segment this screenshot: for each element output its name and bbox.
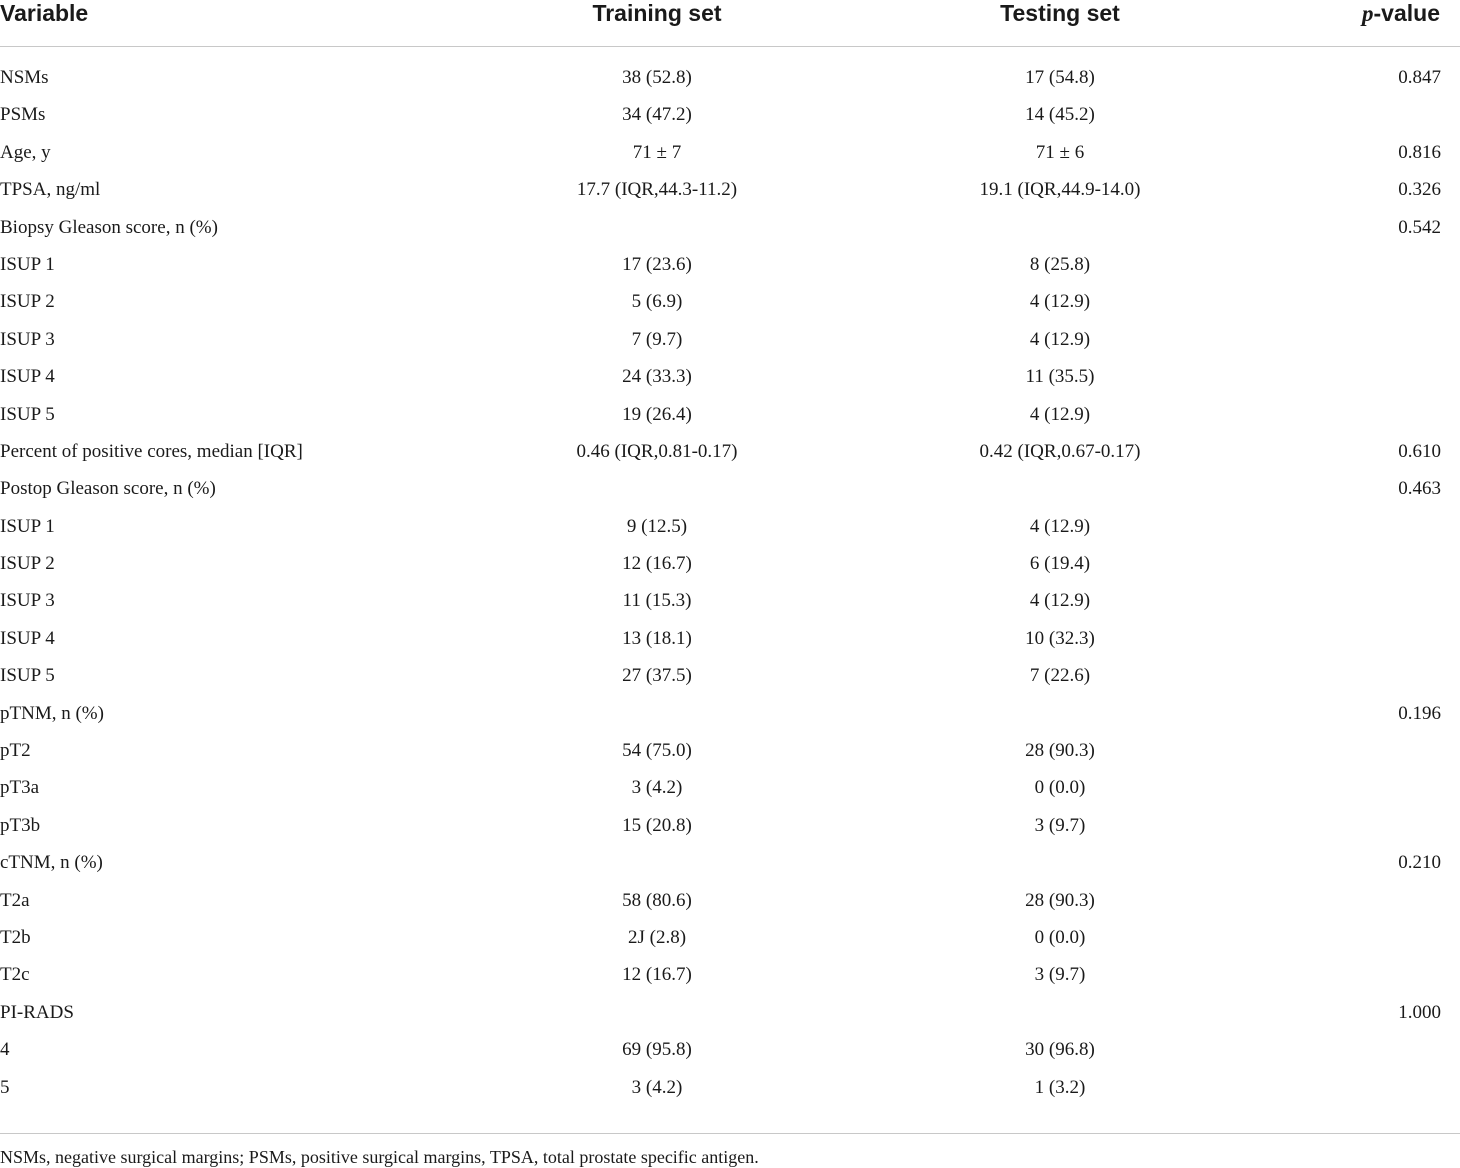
cell-testing: 4 (12.9) [1029, 590, 1091, 612]
cell-variable: 5 [0, 1076, 10, 1098]
cell-training: 34 (47.2) [622, 104, 692, 126]
table-row [0, 1070, 1460, 1107]
header-p-suffix: -value [1373, 0, 1440, 26]
cell-testing: 3 (9.7) [1034, 964, 1086, 986]
cell-variable: 4 [0, 1039, 10, 1061]
cell-testing: 14 (45.2) [1025, 104, 1095, 126]
cell-training: 3 (4.2) [631, 777, 683, 799]
cell-variable: ISUP 3 [0, 328, 55, 350]
cell-testing: 4 (12.9) [1029, 291, 1091, 313]
table-row [0, 995, 1460, 1032]
cell-variable: ISUP 1 [0, 253, 55, 275]
cell-testing: 0.42 (IQR,0.67-0.17) [979, 440, 1141, 462]
cell-variable: Percent of positive cores, median [IQR] [0, 440, 303, 462]
cell-testing: 71 ± 6 [1035, 141, 1085, 163]
table-row [0, 210, 1460, 247]
cell-training: 9 (12.5) [626, 515, 688, 537]
cell-testing: 7 (22.6) [1029, 665, 1091, 687]
cell-training: 13 (18.1) [622, 627, 692, 649]
table-row [0, 284, 1460, 321]
cell-variable: PSMs [0, 104, 46, 126]
cell-training: 38 (52.8) [622, 67, 692, 88]
table-row [0, 97, 1460, 134]
cell-variable: pT3a [0, 777, 40, 799]
header-variable: Variable [0, 0, 89, 26]
cell-variable: ISUP 4 [0, 627, 55, 649]
cell-variable: NSMs [0, 67, 49, 88]
table-row [0, 471, 1460, 508]
table-row [0, 247, 1460, 284]
table-row [0, 322, 1460, 359]
table-body [0, 60, 1460, 1107]
cell-variable: Biopsy Gleason score, n (%) [0, 216, 218, 238]
cell-variable: ISUP 5 [0, 403, 55, 425]
table-row [0, 696, 1460, 733]
table-row [0, 172, 1460, 209]
cell-variable: PI-RADS [0, 1001, 74, 1023]
cell-training: 12 (16.7) [622, 553, 692, 575]
cell-variable: ISUP 4 [0, 366, 55, 388]
table-row [0, 808, 1460, 845]
cell-p-value: 0.326 [1398, 179, 1441, 201]
cell-training: 0.46 (IQR,0.81-0.17) [576, 440, 738, 462]
cell-variable: pTNM, n (%) [0, 702, 104, 724]
table-row [0, 397, 1460, 434]
cell-testing: 3 (9.7) [1034, 814, 1086, 836]
cell-training: 12 (16.7) [622, 964, 692, 986]
cell-training: 17 (23.6) [622, 253, 692, 275]
cell-training: 7 (9.7) [631, 328, 683, 350]
cell-training: 24 (33.3) [622, 366, 692, 388]
cell-testing: 6 (19.4) [1029, 553, 1091, 575]
cell-p-value: 0.816 [1398, 141, 1441, 163]
table-row [0, 509, 1460, 546]
cell-variable: TPSA, ng/ml [0, 179, 101, 201]
header-p-italic: p [1362, 1, 1374, 26]
cell-training: 3 (4.2) [631, 1076, 683, 1098]
cell-variable: ISUP 5 [0, 665, 55, 687]
cell-testing: 4 (12.9) [1029, 403, 1091, 425]
cell-variable: T2b [0, 926, 31, 948]
cell-testing: 28 (90.3) [1025, 740, 1095, 762]
table-row [0, 845, 1460, 882]
table-row [0, 60, 1460, 97]
cell-p-value: 0.610 [1398, 440, 1441, 462]
cell-training: 54 (75.0) [622, 740, 692, 762]
table-row [0, 883, 1460, 920]
cell-testing: 0 (0.0) [1034, 926, 1086, 948]
cell-variable: ISUP 1 [0, 515, 55, 537]
cell-testing: 11 (35.5) [1025, 366, 1095, 388]
header-testing-set: Testing set [1000, 0, 1120, 26]
table-row [0, 770, 1460, 807]
cell-training: 5 (6.9) [631, 291, 683, 313]
table-row [0, 957, 1460, 994]
table-row [0, 434, 1460, 471]
table-row [0, 546, 1460, 583]
cell-testing: 0 (0.0) [1034, 777, 1086, 799]
cell-variable: ISUP 2 [0, 553, 55, 575]
cell-p-value: 1.000 [1398, 1001, 1441, 1023]
cell-testing: 1 (3.2) [1034, 1076, 1086, 1098]
cell-training: 27 (37.5) [622, 665, 692, 687]
cell-testing: 4 (12.9) [1029, 328, 1091, 350]
cell-training: 69 (95.8) [622, 1039, 692, 1061]
header-training-set: Training set [592, 0, 722, 26]
table-row [0, 920, 1460, 957]
cell-p-value: 0.847 [1398, 67, 1441, 88]
cell-training: 15 (20.8) [622, 814, 692, 836]
cell-testing: 28 (90.3) [1025, 889, 1095, 911]
cell-training: 17.7 (IQR,44.3-11.2) [576, 179, 738, 201]
cell-testing: 10 (32.3) [1025, 627, 1095, 649]
cell-variable: Age, y [0, 141, 51, 163]
table-row [0, 359, 1460, 396]
cell-variable: pT3b [0, 814, 41, 836]
table-row [0, 1032, 1460, 1069]
cell-variable: T2c [0, 964, 30, 986]
cell-p-value: 0.542 [1398, 216, 1441, 238]
table-footer [0, 1133, 1460, 1168]
cell-p-value: 0.210 [1398, 852, 1441, 874]
cell-variable: Postop Gleason score, n (%) [0, 478, 216, 500]
cell-testing: 19.1 (IQR,44.9-14.0) [979, 179, 1141, 201]
table-header [0, 0, 1460, 47]
table-footnote: NSMs, negative surgical margins; PSMs, positive surgical margins, TPSA, total prostate specific antigen. [0, 1147, 759, 1167]
table-row [0, 733, 1460, 770]
cell-training: 58 (80.6) [622, 889, 692, 911]
table-row [0, 135, 1460, 172]
cell-variable: ISUP 2 [0, 291, 55, 313]
header-p-value [1362, 0, 1440, 26]
cell-testing: 17 (54.8) [1025, 67, 1095, 88]
cell-training: 2J (2.8) [627, 926, 687, 948]
cell-training: 19 (26.4) [622, 403, 692, 425]
table-row [0, 658, 1460, 695]
cell-testing: 30 (96.8) [1025, 1039, 1095, 1061]
table-row [0, 621, 1460, 658]
cell-p-value: 0.463 [1398, 478, 1441, 500]
cell-p-value: 0.196 [1398, 702, 1441, 724]
table-row [0, 583, 1460, 620]
cell-testing: 8 (25.8) [1029, 253, 1091, 275]
cell-testing: 4 (12.9) [1029, 515, 1091, 537]
cell-training: 71 ± 7 [632, 141, 682, 163]
cell-variable: cTNM, n (%) [0, 852, 103, 874]
cell-training: 11 (15.3) [622, 590, 692, 612]
cell-variable: ISUP 3 [0, 590, 55, 612]
cell-variable: pT2 [0, 740, 31, 762]
cell-variable: T2a [0, 889, 30, 911]
